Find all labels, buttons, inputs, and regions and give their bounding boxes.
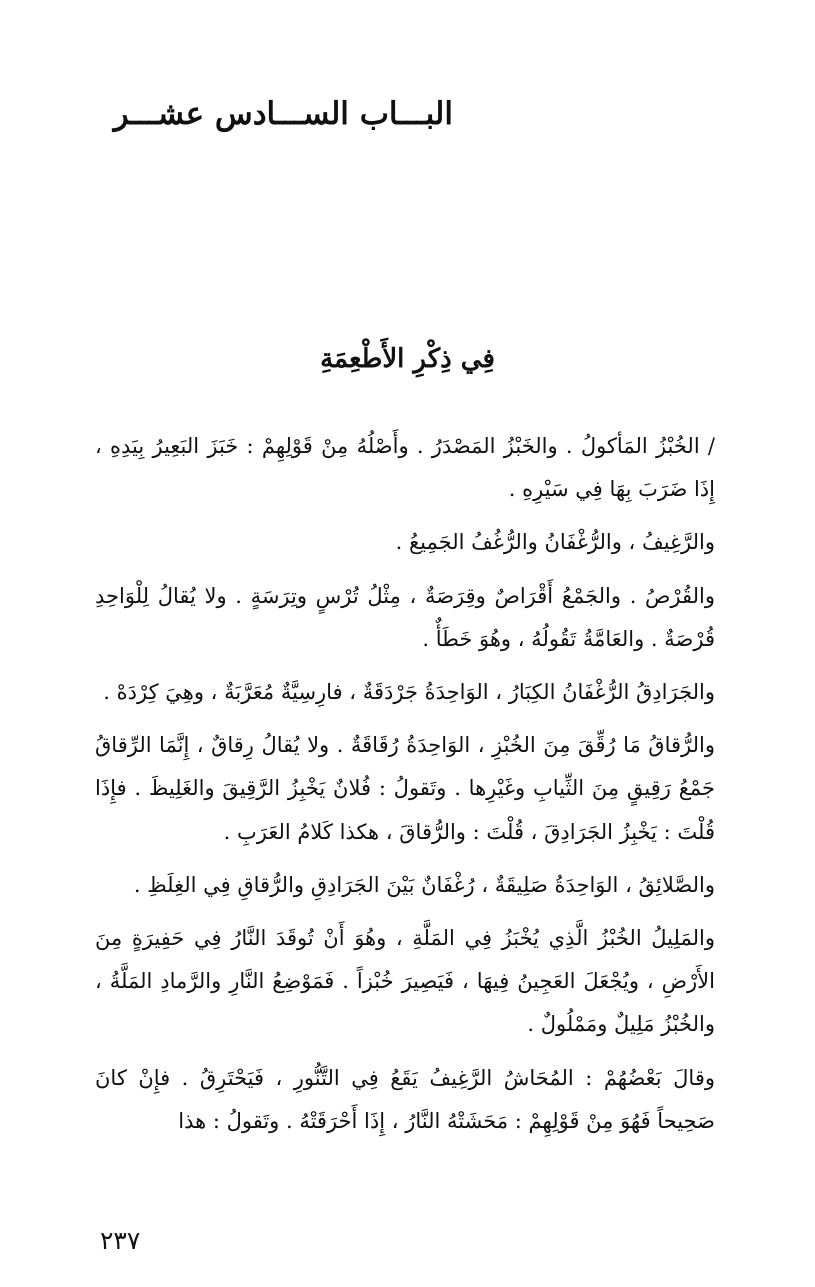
paragraph-qurs: والقُرْصُ . والجَمْعُ أَقْرَاصٌ وقِرَصَةٌ ، مِثْلُ تُرْسٍ وتِرَسَةٍ . ولا يُقالُ لِلْوَاحِدِ قُرْصَةٌ . والعَامَّةُ تَقُولُهُ ، وهُوَ خَطَأٌ . [95,583,715,651]
body-text [95,425,715,1153]
paragraph-muhash: وقالَ بَعْضُهُمْ : المُحَاشُ الرَّغِيفُ يَقَعُ فِي التَّنُّورِ ، فَيَحْتَرِقُ . فإِنْ كانَ صَحِيحاً فَهُوَ مِنْ قَوْلِهِمْ : مَحَشَتْهُ النَّارُ ، إِذَا أَحْرَقَتْهُ . وتَقولُ : هذا [95,1065,715,1133]
paragraph-bread: / الخُبْزُ المَأكولُ . والخَبْزُ المَصْدَرُ . وأَصْلُهُ مِنْ قَوْلِهِمْ : خَبَزَ البَعِيرُ بِيَدِهِ ، إِذَا ضَرَبَ بِهَا فِي سَيْرِهِ . [95,434,715,502]
section-title: فِي ذِكْرِ الأَطْعِمَةِ [320,344,495,374]
paragraph-jaradiq: والجَرَادِقُ الرُّغْفَانُ الكِبَارُ ، الوَاحِدَةُ جَرْدَقَةٌ ، فارِسِيَّةٌ مُعَرَّبَةٌ ، وهِيَ كِرْدَهْ . [103,680,715,705]
paragraph-raghif: والرَّغِيفُ ، والرُّغْفَانُ والرُّغُفُ الجَمِيعُ . [395,530,715,555]
paragraph-malil: والمَلِيلُ الخُبْزُ الَّذِي يُخْبَزُ فِي المَلَّةِ ، وهُوَ أَنْ تُوقَدَ النَّارُ فِي حَفِيرَةٍ مِنَ الأَرْضِ ، ويُجْعَلَ العَجِينُ فِيهَا ، فَيَصِيرَ خُبْزاً . فَمَوْضِعُ النَّارِ والرَّمادِ المَلَّةُ ، والخُبْزُ مَلِيلٌ ومَمْلُولٌ . [95,926,715,1037]
paragraph-ruqaq: والرُّقاقُ مَا رُقِّقَ مِنَ الخُبْزِ ، الوَاحِدَةُ رُقَاقَةٌ . ولا يُقالُ رِقاقٌ ، إِنَّمَا الرِّقاقُ جَمْعُ رَقِيقٍ مِنَ الثِّيابِ وغَيْرِها . وتَقولُ : فُلانٌ يَخْبِزُ الرَّقِيقَ والغَلِيظَ . فإِذَا قُلْتَ : يَخْبِزُ الجَرَادِقَ ، قُلْتَ : والرُّقاقَ ، هكذا كَلامُ العَرَبِ . [95,733,715,844]
chapter-title: البـــاب الســـادس عشـــر [113,96,453,132]
page-number: ٢٣٧ [100,1226,141,1255]
paragraph-salaiq: والصَّلائِقُ ، الوَاحِدَةُ صَلِيقَةٌ ، رُغْفَانٌ بَيْنَ الجَرَادِقِ والرُّقاقِ فِي الغِلَظِ . [133,872,715,897]
